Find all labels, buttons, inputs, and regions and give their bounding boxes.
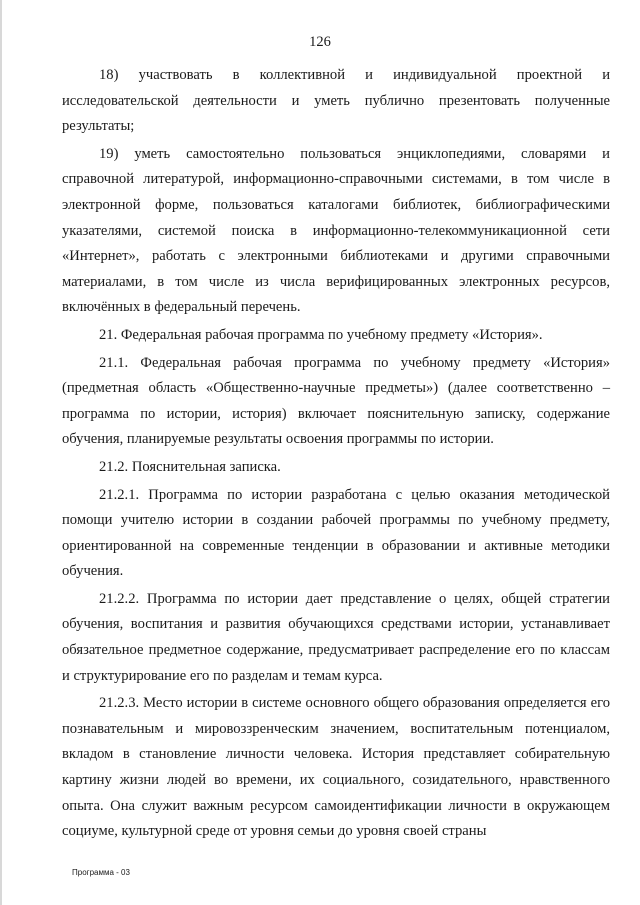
- paragraph-item-18: 18) участвовать в коллективной и индивидуальной проектной и исследовательской деятельности и уметь публично презентовать полученные результаты;: [62, 67, 610, 135]
- paragraph-21-2-2: 21.2.2. Программа по истории дает представление о целях, общей стратегии обучения, воспитания и развития обучающихся средствами истории, устанавливает обязательное предметное содержание, предусматривает распределение его по классам и структурирование его по разделам и темам курса.: [62, 590, 610, 684]
- paragraph-21-1: 21.1. Федеральная рабочая программа по учебному предмету «История» (предметная область «Общественно-научные предметы») (далее соответственно – программа по истории, история) включает пояснительную записку, содержание обучения, планируемые результаты освоения программы по истории.: [62, 354, 610, 448]
- section-heading-21: 21. Федеральная рабочая программа по учебному предмету «История».: [99, 326, 543, 343]
- paragraph-21-2-3: 21.2.3. Место истории в системе основного общего образования определяется его познавательным и мировоззренческим значением, воспитательным потенциалом, вкладом в становление личности человека. История представляет собирательную картину жизни людей во времени, их социального, созидательного, нравственного опыта. Она служит важным ресурсом самоидентификации личности в окружающем социуме, культурной среде от уровня семьи до уровня своей страны: [62, 695, 610, 840]
- page-number: 126: [309, 34, 331, 50]
- paragraph-21-2-1: 21.2.1. Программа по истории разработана с целью оказания методической помощи учителю истории в создании рабочей программы по учебному предмету, ориентированной на современные тенденции в образовании и активные методики обучения.: [62, 486, 610, 580]
- paragraph-item-19: 19) уметь самостоятельно пользоваться энциклопедиями, словарями и справочной литературой, информационно-справочными системами, в том числе в электронной форме, пользоваться каталогами библиотек, библиографическими указателями, системой поиска в информационно-телекоммуникационной сети «Интернет», работать с электронными библиотеками и другими справочными материалами, в том числе из числа верифицированных электронных ресурсов, включённых в федеральный перечень.: [62, 145, 610, 316]
- footer-label: Программа - 03: [72, 868, 130, 877]
- document-body: [62, 63, 610, 845]
- section-heading-21-2: 21.2. Пояснительная записка.: [99, 458, 281, 475]
- scan-edge: [0, 0, 2, 905]
